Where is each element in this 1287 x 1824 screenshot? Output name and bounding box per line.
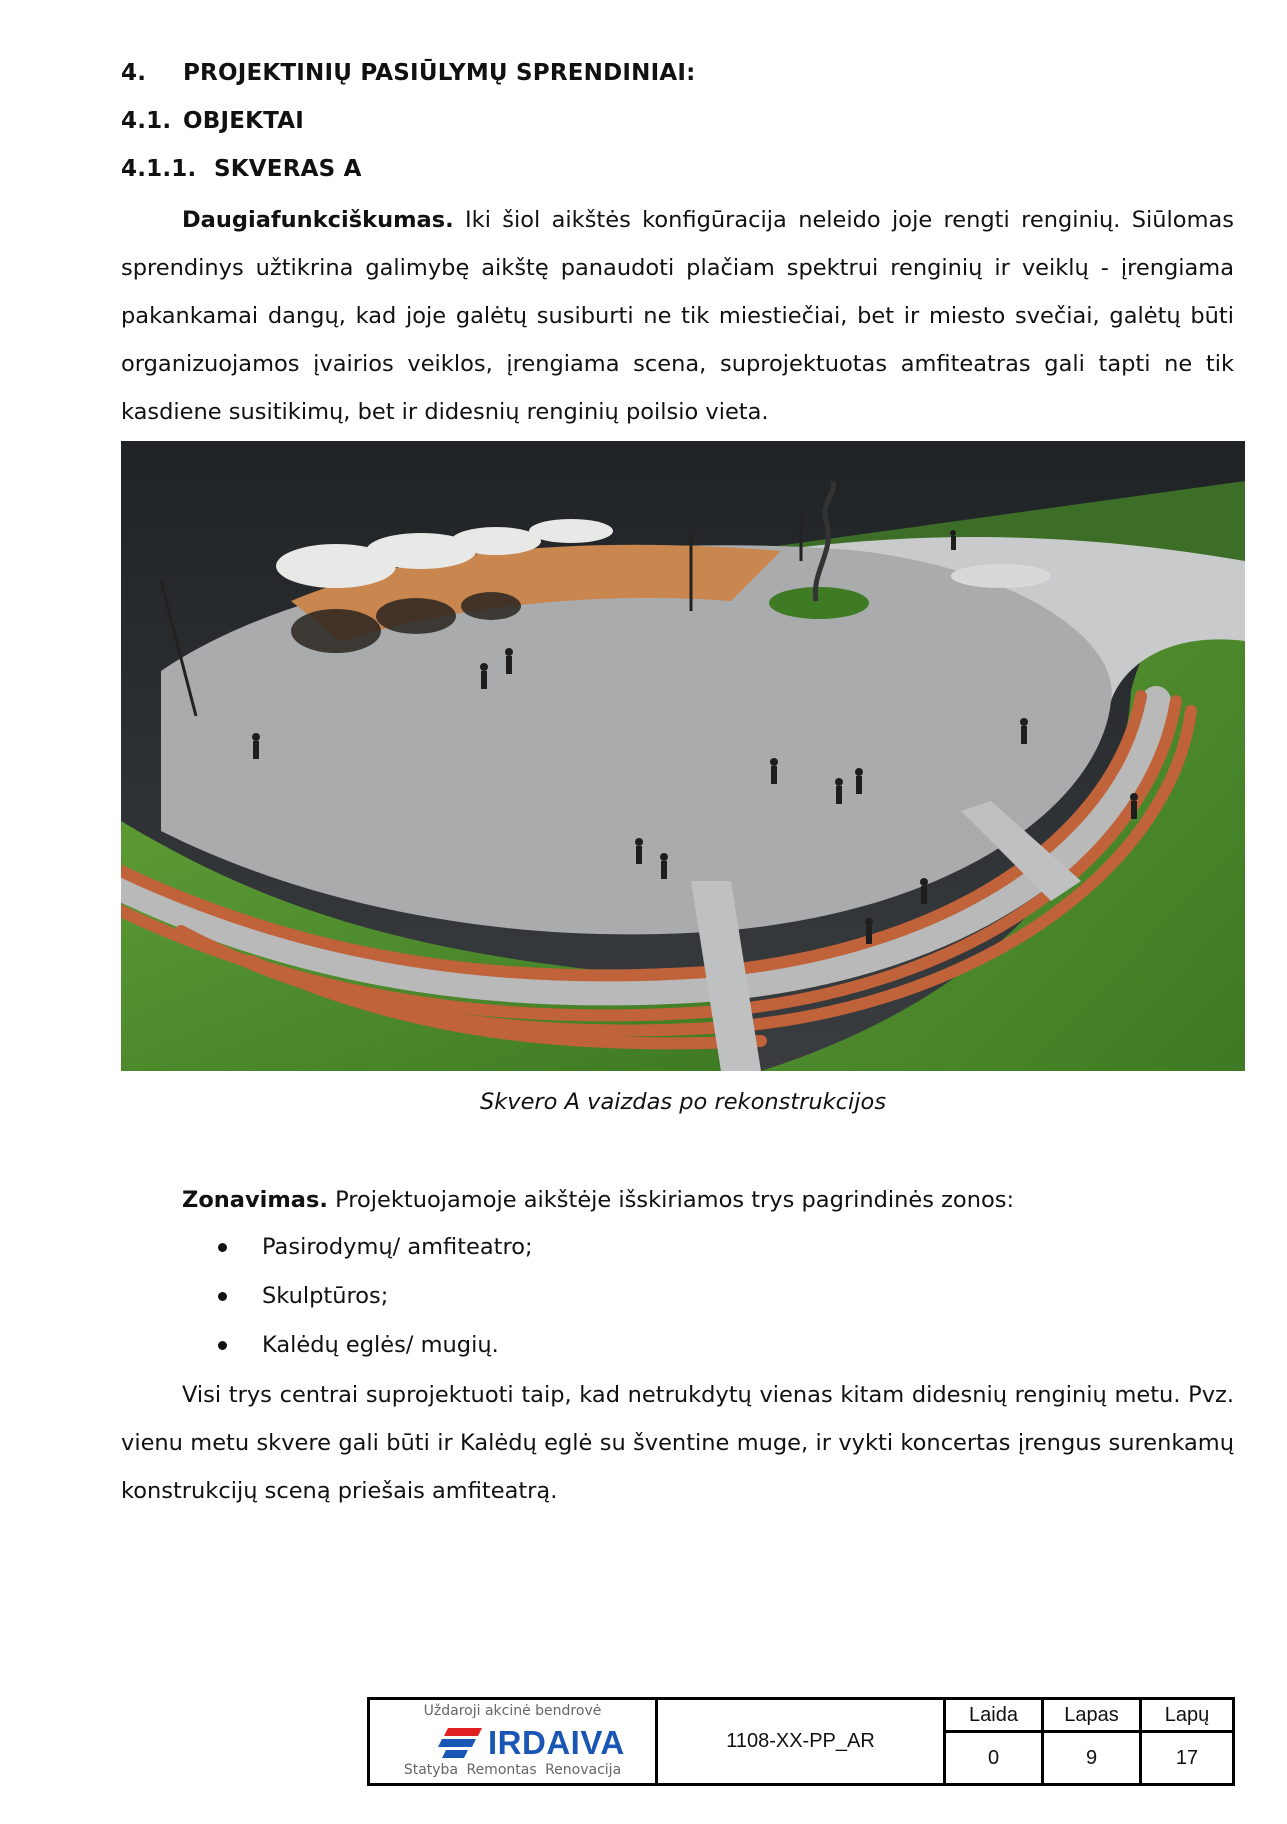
sheet-label: Lapas [1044, 1700, 1139, 1733]
company-type: Uždaroji akcinė bendrovė [423, 1703, 602, 1719]
paragraph-text: Visi trys centrai suprojektuoti taip, kad netrukdytų vienas kitam didesnių renginių metu. Pvz. vienu metu skvere gali būti ir Kalėdų eglė su šventine muge, ir vykti koncertas įrengus surenkamų konstrukcijų sceną priešais amfiteatrą. [121, 1382, 1234, 1504]
heading-title: SKVERAS A [214, 156, 362, 182]
edition-value: 0 [987, 1747, 1000, 1769]
sheets-label: Lapų [1142, 1700, 1232, 1733]
logo-mark-icon [438, 1724, 482, 1760]
bullet-icon [218, 1341, 227, 1350]
document-code: 1108-XX-PP_AR [658, 1700, 946, 1783]
heading-title: OBJEKTAI [183, 108, 305, 134]
figure-caption: Skvero A vaizdas po rekonstrukcijos [479, 1089, 887, 1115]
canopy-disc [451, 527, 541, 555]
heading-number: 4.1.1. [121, 156, 197, 182]
company-cell [370, 1700, 658, 1783]
edition-label: Laida [946, 1700, 1041, 1733]
bullet-icon [218, 1243, 227, 1252]
title-block [367, 1697, 1235, 1786]
divider [1139, 1700, 1142, 1783]
paragraph-centers [121, 1371, 1234, 1515]
heading-title: PROJEKTINIŲ PASIŪLYMŲ SPRENDINIAI: [183, 60, 696, 86]
paragraph-lead: Zonavimas. [182, 1187, 328, 1213]
sheet-value: 9 [1085, 1747, 1098, 1769]
heading-section-4 [121, 60, 821, 90]
heading-section-4-1-1 [121, 156, 821, 186]
paragraph-lead: Daugiafunkciškumas. [182, 207, 454, 233]
heading-number: 4.1. [121, 108, 172, 134]
company-name: IRDAIVA [488, 1724, 625, 1761]
paragraph-text: Iki šiol aikštės konfigūracija neleido joje rengti renginių. Siūlomas sprendinys užtikrina galimybę aikštę panaudoti plačiam spektrui renginių ir veiklų - įrengiama pakankamai dangų, kad joje galėtų susiburti ne tik miestiečiai, bet ir miesto svečiai, galėtų būti organizuojamos įvairios veiklos, įrengiama scena, suprojektuotas amfiteatras gali tapti ne tik kasdiene susitikimų, bet ir didesnių renginių poilsio vieta. [121, 207, 1234, 425]
bullet-icon [218, 1292, 227, 1301]
paragraph-text: Projektuojamoje aikštėje išskiriamos trys pagrindinės zonos: [327, 1187, 1015, 1213]
sculpture-lawn [769, 587, 869, 619]
heading-number: 4. [121, 60, 147, 86]
canopy-disc [529, 519, 613, 543]
company-tagline: Statyba Remontas Renovacija [403, 1762, 622, 1778]
divider [1041, 1700, 1044, 1783]
square-a-render-image [121, 441, 1245, 1071]
heading-section-4-1 [121, 108, 821, 138]
company-logo [438, 1724, 625, 1761]
document-page: 4. PROJEKTINIŲ PASIŪLYMŲ SPRENDINIAI: 4.1. OBJEKTAI 4.1.1. SKVERAS A Daugiafunkciškumas. Iki šiol aikštės konfigūracija neleido joje rengti renginių. Siūlomas sprendinys užtikrina galimybę aikštę panaudoti plačiam spektrui renginių ir veiklų - įrengiama pakankamai dangų, kad joje galėtų susiburti ne tik miestiečiai, bet ir miesto svečiai, galėtų būti organizuojamos įvairios veiklos, įrengiama scena, suprojektuotas amfiteatras gali tapti ne tik kasdiene susitikimų, bet ir didesnių renginių poilsio vieta. Skvero A vaizdas po rekonstrukcijos Zonavimas. Projektuojamoje aikštėje išskiriamos trys pagrindinės zonos: Pasirodymų/ amfiteatro; Skulptūros; Kalėdų eglės/ mugių. Visi trys centrai suprojektuoti taip, kad netrukdytų vienas kitam didesnių renginių metu. Pvz. vienu metu skvere gali būti ir Kalėdų eglė su šventine muge, ir vykti koncertas įrengus surenkamų konstrukcijų sceną priešais amfiteatrą. Uždaroji akcinė bendrovė IRDAIVA Statyba Remontas Renovacija 1108-XX-PP_AR Laida Lapas Lapų 0 9 17 [0, 0, 1287, 1824]
sheets-value: 17 [1175, 1747, 1199, 1769]
paragraph-zoning [121, 1176, 1234, 1224]
render-illustration [121, 441, 1245, 1071]
paragraph-multifunctionality [121, 196, 1234, 436]
